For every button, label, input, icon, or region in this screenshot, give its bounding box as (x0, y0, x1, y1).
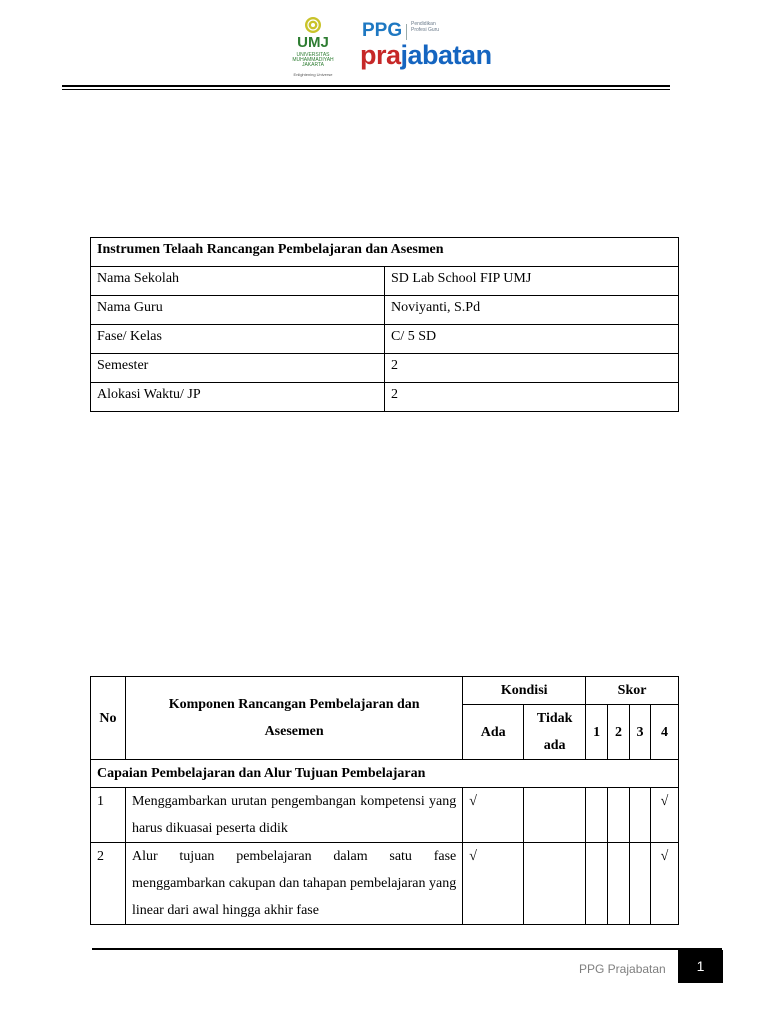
instrument-value: C/ 5 SD (385, 325, 679, 354)
table-row (91, 788, 679, 843)
umj-logo-text: UMJ (297, 34, 329, 51)
row-ada-check: √ (463, 788, 524, 843)
instrument-label: Nama Guru (91, 296, 385, 325)
row-score-2 (608, 843, 630, 925)
instrument-value: Noviyanti, S.Pd (385, 296, 679, 325)
umj-logo-motto: Enlightening Universe (293, 72, 333, 77)
row-score-2 (608, 788, 630, 843)
ppg-logo-word-blue: jabatan (400, 40, 492, 70)
ppg-logo-top: PPG (362, 20, 403, 41)
header-ada: Ada (463, 705, 524, 760)
row-score-1 (586, 843, 608, 925)
row-tidak-ada (524, 843, 586, 925)
instrument-value: 2 (385, 383, 679, 412)
table-row (91, 296, 679, 325)
table-row (91, 267, 679, 296)
header-rule-thick (62, 85, 670, 87)
instrument-label: Semester (91, 354, 385, 383)
row-score-3 (630, 788, 651, 843)
ppg-logo-divider (406, 24, 407, 40)
row-tidak-ada (524, 788, 586, 843)
section-row (91, 760, 679, 788)
page-number: 1 (678, 950, 723, 983)
instrument-value: 2 (385, 354, 679, 383)
table-row (91, 354, 679, 383)
table-row (91, 325, 679, 354)
ppg-logo (360, 18, 495, 74)
header-component: Komponen Rancangan Pembelajaran dan Asesemen (125, 677, 462, 760)
ppg-logo-wordmark (360, 40, 492, 71)
ppg-logo-tagline: Pendidikan Profesi Guru (411, 21, 440, 33)
section-title: Capaian Pembelajaran dan Alur Tujuan Pembelajaran (91, 760, 679, 788)
footer-rule (92, 948, 722, 950)
instrument-title: Instrumen Telaah Rancangan Pembelajaran dan Asesmen (91, 238, 679, 267)
row-ada-check: √ (463, 843, 524, 925)
row-component-text: Menggambarkan urutan pengembangan kompetensi yang harus dikuasai peserta didik (125, 788, 462, 843)
header-tidak-ada: Tidak ada (524, 705, 586, 760)
instrument-label: Fase/ Kelas (91, 325, 385, 354)
header-score-3: 3 (630, 705, 651, 760)
instrument-table (90, 237, 679, 412)
header-no: No (91, 677, 126, 760)
row-component-text: Alur tujuan pembelajaran dalam satu fase menggambarkan cakupan dan tahapan pembelajaran yang linear dari awal hingga akhir fase (125, 843, 462, 925)
component-table (90, 676, 679, 925)
component-header-row (91, 677, 679, 705)
header-skor: Skor (586, 677, 679, 705)
umj-emblem-icon (285, 16, 341, 36)
row-no: 1 (91, 788, 126, 843)
instrument-value: SD Lab School FIP UMJ (385, 267, 679, 296)
instrument-label: Nama Sekolah (91, 267, 385, 296)
header-score-2: 2 (608, 705, 630, 760)
footer-text: PPG Prajabatan (579, 962, 666, 976)
table-row (91, 383, 679, 412)
header-score-1: 1 (586, 705, 608, 760)
row-score-4-check: √ (651, 788, 679, 843)
ppg-logo-word-red: pra (360, 40, 401, 70)
instrument-title-row (91, 238, 679, 267)
row-score-3 (630, 843, 651, 925)
row-no: 2 (91, 843, 126, 925)
umj-logo (285, 16, 341, 78)
umj-logo-subtitle: UNIVERSITAS MUHAMMADIYAH JAKARTA (292, 52, 334, 68)
header-kondisi: Kondisi (463, 677, 586, 705)
row-score-1 (586, 788, 608, 843)
header-rule-thin (62, 89, 670, 90)
instrument-label: Alokasi Waktu/ JP (91, 383, 385, 412)
table-row (91, 843, 679, 925)
header-score-4: 4 (651, 705, 679, 760)
row-score-4-check: √ (651, 843, 679, 925)
